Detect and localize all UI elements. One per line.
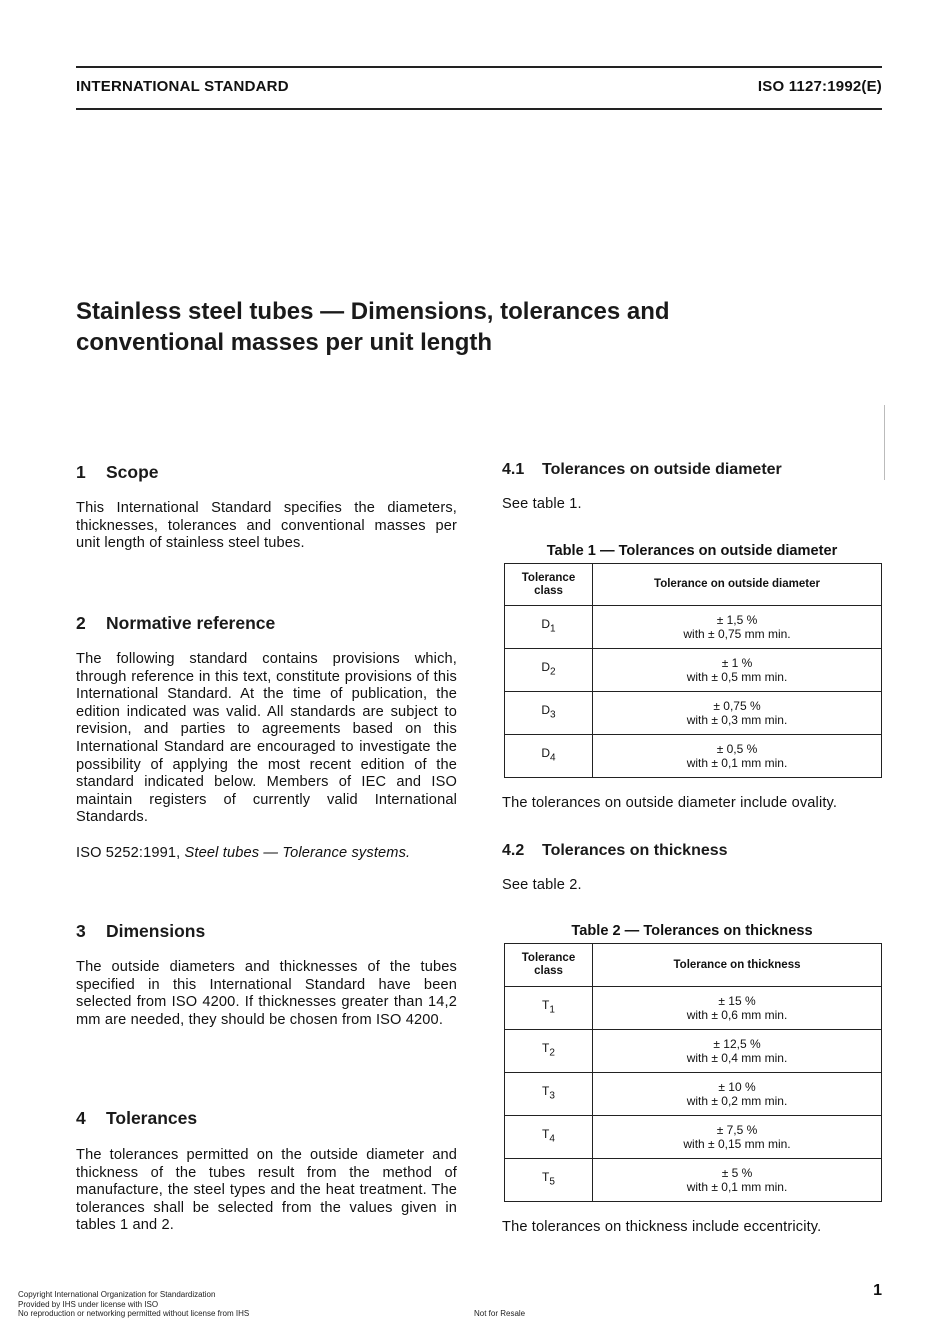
table-1-note: The tolerances on outside diameter include ovality. [502,795,838,811]
class-cell: $D_4$ [505,735,593,778]
header-class [505,944,593,987]
copyright-notice [18,1290,249,1319]
subsection-title: Tolerances on thickness [542,842,728,859]
subsection-number: 4.1 [502,461,525,478]
reference-title: Steel tubes — Tolerance systems. [184,845,411,861]
title-line-2: conventional masses per unit length [76,329,493,356]
header-right: ISO 1127:1992(E) [757,78,882,95]
table-header-row [505,944,882,987]
subsection-title: Tolerances on outside diameter [542,461,782,478]
tolerances-body: The tolerances permitted on the outside diameter and thickness of the tubes result from the method of manufacture, the steel types and the heat treatment. The tolerances shall be selected from the values given in tables 1 and 2. [76,1147,457,1234]
scan-mark [884,405,885,480]
reference-number: ISO 5252:1991, [76,845,185,861]
table-1-title: Table 1 — Tolerances on outside diameter [546,543,838,559]
header-bottom-rule [76,108,882,110]
value-cell: ± 5 % with ± 0,1 mm min. [593,1159,882,1202]
section-number: 4 [76,1108,86,1128]
normative-reference [76,845,457,863]
class-cell: $D_1$ [505,606,593,649]
scope-body: This International Standard specifies the diameters, thicknesses, tolerances and conventional masses per unit length of stainless steel tubes. [76,500,457,552]
table-row [505,1116,882,1159]
not-for-resale: Not for Resale [474,1309,526,1318]
section-title: Normative reference [106,613,276,633]
header-left: INTERNATIONAL STANDARD [76,78,289,95]
subsection-41-heading [502,461,882,479]
header-class-line-1: Tolerance [521,952,576,964]
normative-body: The following standard contains provisions which, through reference in this text, constitute provisions of this International Standard. At the time of publication, the edition indicated was valid. All standards are subject to revision, and parties to agreements based on this International Standard are encouraged to investigate the possibility of applying the most recent edition of the standard indicated below. Members of IEC and ISO maintain registers of currently valid International Standards. [76,651,457,826]
table-row [505,1159,882,1202]
value-cell: ± 10 % with ± 0,2 mm min. [593,1073,882,1116]
value-cell: ± 1,5 % with ± 0,75 mm min. [593,606,882,649]
subsection-number: 4.2 [502,842,525,859]
section-number: 2 [76,613,86,633]
copyright-line-2: Provided by IHS under license with ISO [18,1299,159,1309]
section-number: 1 [76,462,86,482]
class-cell: $D_3$ [505,692,593,735]
section-dimensions-heading [76,921,457,942]
page-number: 1 [873,1282,882,1299]
class-cell: $D_2$ [505,649,593,692]
class-cell: $T_4$ [505,1116,593,1159]
section-number: 3 [76,921,86,941]
class-cell: $T_5$ [505,1159,593,1202]
class-cell: $T_1$ [505,987,593,1030]
table-header-row [505,564,882,606]
value-cell: ± 0,5 % with ± 0,1 mm min. [593,735,882,778]
table-1 [504,563,882,778]
section-title: Dimensions [106,921,206,941]
subsection-42-heading [502,842,882,860]
header-class-line-2: class [534,965,563,977]
see-table-2: See table 2. [502,877,582,893]
table-row [505,692,882,735]
title-line-1: Stainless steel tubes — Dimensions, tolerances and [76,298,670,325]
section-title: Scope [106,462,159,482]
dimensions-body: The outside diameters and thicknesses of the tubes specified in this International Standard have been selected from ISO 4200. If thicknesses greater than 14,2 mm are needed, they should be chosen from ISO 4200. [76,959,457,1028]
table-row [505,606,882,649]
section-normative-heading [76,613,457,634]
header-value: Tolerance on thickness [593,944,882,987]
value-cell: ± 12,5 % with ± 0,4 mm min. [593,1030,882,1073]
header-class [505,564,593,606]
see-table-1: See table 1. [502,496,582,512]
header-class-line-1: Tolerance [521,571,576,584]
page-title [76,296,796,358]
table-row [505,1073,882,1116]
table-row [505,649,882,692]
table-row [505,987,882,1030]
class-cell: $T_2$ [505,1030,593,1073]
value-cell: ± 0,75 % with ± 0,3 mm min. [593,692,882,735]
copyright-line-3: No reproduction or networking permitted without license from IHS [18,1309,250,1318]
table-row [505,1030,882,1073]
value-cell: ± 1 % with ± 0,5 mm min. [593,649,882,692]
header-value: Tolerance on outside diameter [593,564,882,606]
table-2-title: Table 2 — Tolerances on thickness [571,923,813,939]
section-tolerances-heading [76,1108,457,1129]
section-scope-heading [76,462,457,483]
table-row [505,735,882,778]
header-top-rule [76,66,882,68]
value-cell: ± 15 % with ± 0,6 mm min. [593,987,882,1030]
class-cell: $T_3$ [505,1073,593,1116]
table-2 [504,943,882,1202]
header-class-line-2: class [534,584,563,597]
table-2-note: The tolerances on thickness include eccentricity. [502,1219,822,1235]
value-cell: ± 7,5 % with ± 0,15 mm min. [593,1116,882,1159]
section-title: Tolerances [106,1108,198,1128]
copyright-line-1: Copyright International Organization for Standardization [18,1290,216,1299]
